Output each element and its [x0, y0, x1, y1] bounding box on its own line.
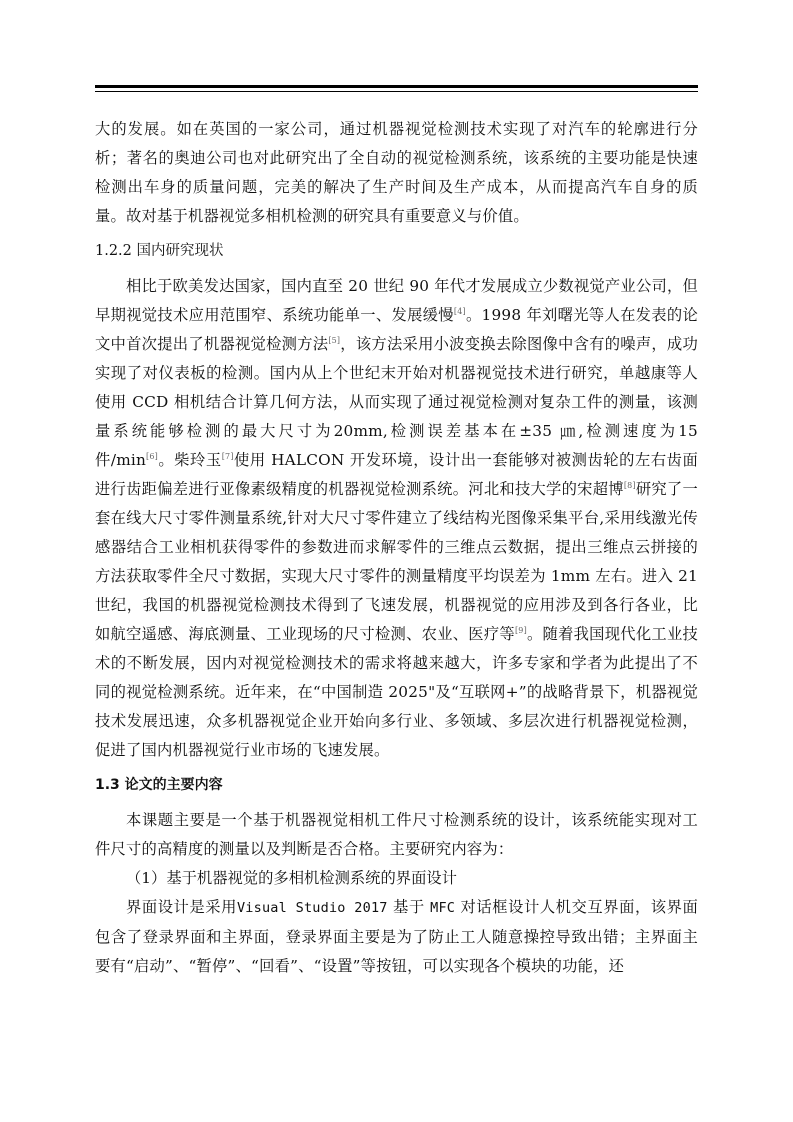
text-run-visual-studio: Visual Studio 2017: [236, 900, 388, 916]
citation-6[interactable]: [6]: [146, 452, 158, 461]
paragraph-interface-design: [95, 893, 698, 981]
citation-5[interactable]: [5]: [328, 336, 341, 345]
text-run: 使用 HALCON 开发环境，设计出一套能够对被测齿轮的左右齿面进行齿距偏差进行亚像素级精度的机器视觉检测系统。河北和技大学的宋超博: [95, 451, 698, 498]
section-heading-1-2-2: 1.2.2 国内研究现状: [95, 243, 224, 259]
page-body: [95, 115, 698, 981]
text-run: 基于: [387, 898, 431, 916]
text-run: 相比于欧美发达国家，国内直至 20 世纪 90 年代才发展成立少数视觉产业公司，但早期视觉技术应用范围窄、系统功能单一、发展缓慢: [95, 277, 698, 324]
citation-9[interactable]: [9]: [514, 626, 527, 635]
paragraph-continuation: 大的发展。如在英国的一家公司，通过机器视觉检测技术实现了对汽车的轮廓进行分析；著名的奥迪公司也对此研究出了全自动的视觉检测系统，该系统的主要功能是快速检测出车身的质量问题，完美的解决了生产时间及生产成本，从而提高汽车自身的质量。故对基于机器视觉多相机检测的研究具有重要意义与价值。: [95, 120, 698, 225]
header-rule-thick: [95, 85, 698, 88]
list-item-1: （1）基于机器视觉的多相机检测系统的界面设计: [126, 869, 457, 887]
paragraph-main-content: 本课题主要是一个基于机器视觉相机工件尺寸检测系统的设计，该系统能实现对工件尺寸的高精度的测量以及判断是否合格。主要研究内容为：: [95, 811, 698, 858]
text-run: 研究了一套在线大尺寸零件测量系统,针对大尺寸零件建立了线结构光图像采集平台,采用线激光传感器结合工业相机获得零件的参数进而求解零件的三维点云数据，提出三维点云拼接的方法获取零件全尺寸数据，实现大尺寸零件的测量精度平均误差为 1mm 左右。进入 21 世纪，我国的机器视觉检测技术得到了飞速发展，机器视觉的应用涉及到各行各业，比如航空遥感、海底测量、工业现场的尺寸检测、农业、医疗等: [95, 480, 698, 643]
header-rule-thin: [95, 91, 698, 92]
text-run: 。1998 年刘曙光等人在发表的论文中首次提出了机器视觉检测方法: [95, 306, 698, 353]
citation-4[interactable]: [4]: [453, 307, 466, 316]
text-run: 对话框设计人机交互界面，该界面包含了登录界面和主界面，登录界面主要是为了防止工人随意操控导致出错；主界面主要有“启动”、“暂停”、“回看”、“设置”等按钮，可以实现各个模块的功能，还: [95, 898, 698, 975]
text-run: 。随着我国现代化工业技术的不断发展，因内对视觉检测技术的需求将越来越大，许多专家和学者为此提出了不同的视觉检测系统。近年来，在“中国制造 2025"及“互联网+”的战略背景下，机器视觉技术发展迅速，众多机器视觉企业开始向多行业、多领域、多层次进行机器视觉检测，促进了国内机器视觉行业市场的飞速发展。: [95, 625, 699, 759]
citation-8[interactable]: [8]: [623, 481, 636, 490]
text-run-mfc: MFC: [430, 900, 456, 916]
text-run: ，该方法采用小波变换去除图像中含有的噪声，成功实现了对仪表板的检测。国内从上个世纪末开始对机器视觉技术进行研究，单越康等人使用 CCD 相机结合计算几何方法，从而实现了通过视觉检测对复杂工件的测量，该测量系统能够检测的最大尺寸为20mm,检测误差基本在±35 ㎛,检测速度为15 件/min: [95, 335, 698, 469]
text-run: 。柴玲玉: [157, 451, 222, 469]
citation-7[interactable]: [7]: [221, 452, 234, 461]
text-run: 界面设计是采用: [126, 898, 237, 916]
section-heading-1-3: 1.3 论文的主要内容: [95, 777, 223, 793]
paragraph-domestic-research: [95, 272, 698, 765]
